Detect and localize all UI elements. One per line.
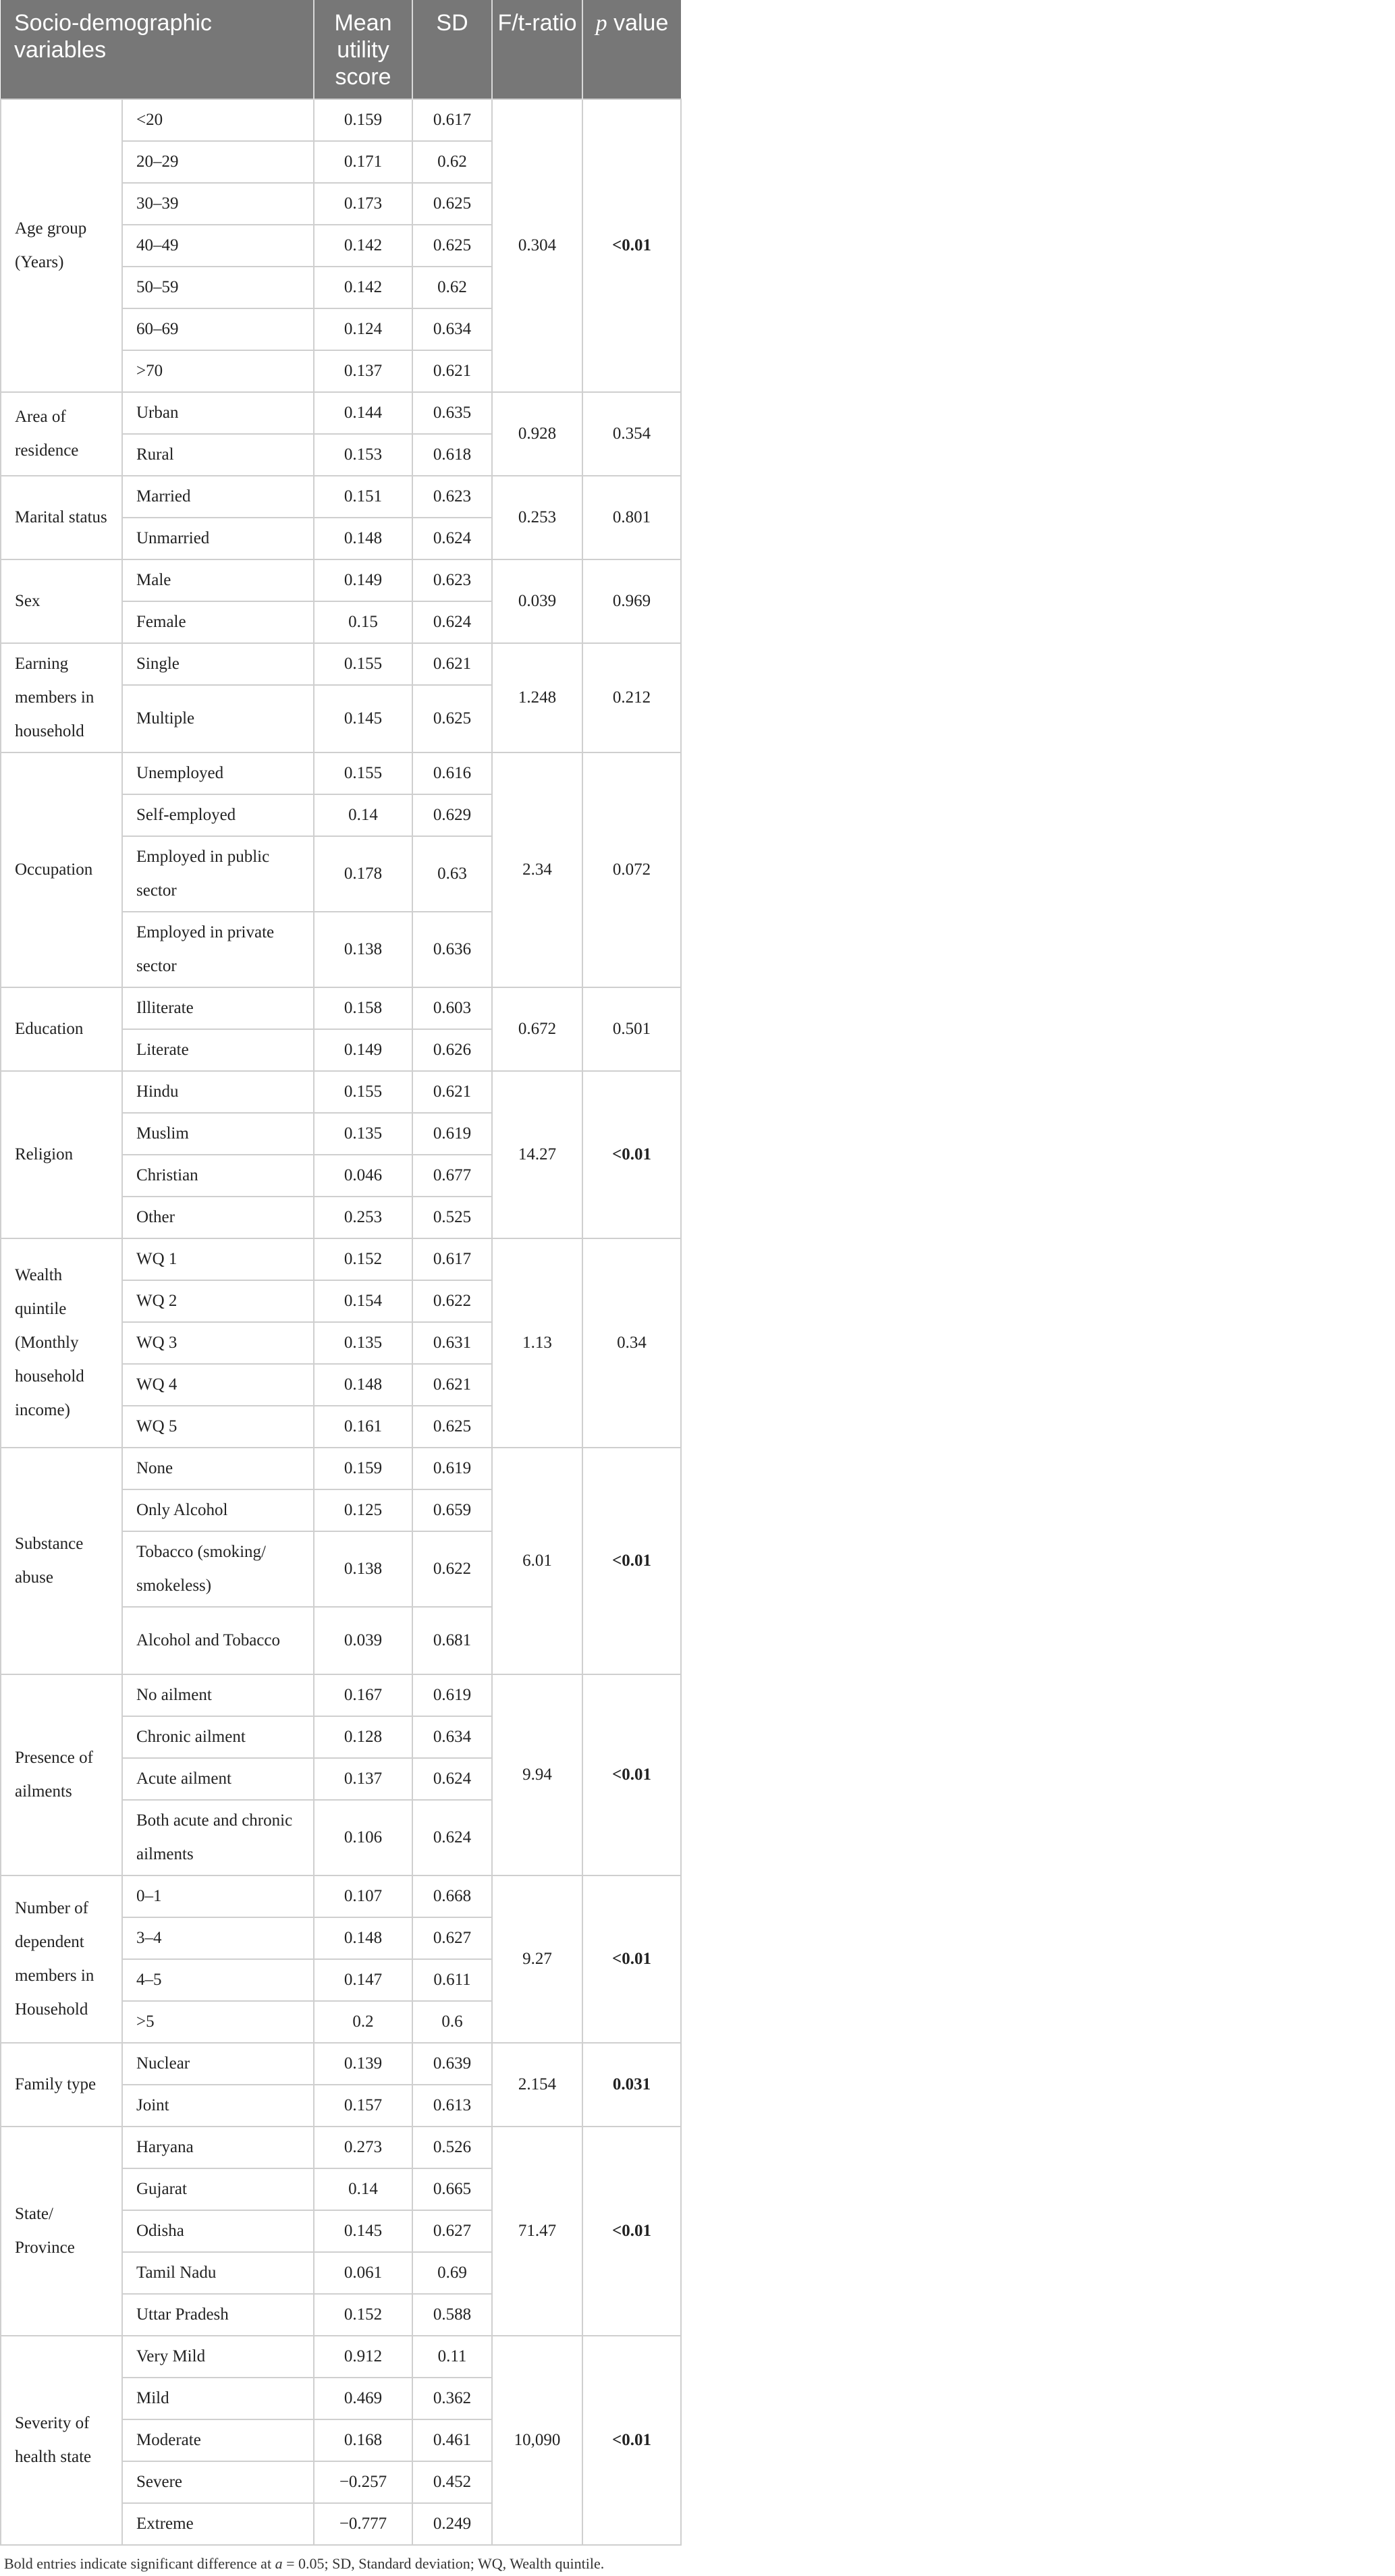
header-f-ratio: F/t-ratio — [492, 0, 582, 99]
category-cell: Illiterate — [122, 987, 314, 1029]
p-value-cell: <0.01 — [582, 2336, 681, 2545]
group-label: Occupation — [1, 752, 122, 987]
sd-cell: 0.634 — [412, 308, 492, 350]
category-cell: Tamil Nadu — [122, 2252, 314, 2294]
sd-cell: 0.362 — [412, 2378, 492, 2419]
mean-cell: 0.137 — [314, 350, 412, 392]
category-cell: Male — [122, 559, 314, 601]
sd-cell: 0.627 — [412, 2210, 492, 2252]
category-cell: Very Mild — [122, 2336, 314, 2378]
mean-cell: 0.912 — [314, 2336, 412, 2378]
sd-cell: 0.611 — [412, 1959, 492, 2001]
footnote-pre: Bold entries indicate significant difference at — [4, 2555, 275, 2573]
mean-cell: 0.145 — [314, 2210, 412, 2252]
header-p-value — [582, 0, 681, 99]
sd-cell: 0.677 — [412, 1155, 492, 1197]
sd-cell: 0.668 — [412, 1875, 492, 1917]
category-cell: Tobacco (smoking/ smokeless) — [122, 1531, 314, 1607]
mean-cell: 0.106 — [314, 1800, 412, 1875]
table-header — [1, 0, 681, 99]
group-label: Education — [1, 987, 122, 1071]
mean-cell: 0.158 — [314, 987, 412, 1029]
category-cell: Only Alcohol — [122, 1489, 314, 1531]
mean-cell: 0.167 — [314, 1674, 412, 1716]
f-ratio-cell: 0.672 — [492, 987, 582, 1071]
category-cell: Moderate — [122, 2419, 314, 2461]
category-cell: Rural — [122, 434, 314, 476]
category-cell: Nuclear — [122, 2043, 314, 2085]
mean-cell: 0.046 — [314, 1155, 412, 1197]
f-ratio-cell: 0.928 — [492, 392, 582, 476]
mean-cell: 0.153 — [314, 434, 412, 476]
mean-cell: 0.137 — [314, 1758, 412, 1800]
category-cell: WQ 3 — [122, 1322, 314, 1364]
mean-cell: 0.159 — [314, 99, 412, 141]
sd-cell: 0.665 — [412, 2168, 492, 2210]
mean-cell: 0.469 — [314, 2378, 412, 2419]
p-value-cell: <0.01 — [582, 2127, 681, 2336]
sd-cell: 0.249 — [412, 2503, 492, 2545]
utility-score-table — [0, 0, 682, 2546]
group-label: Age group (Years) — [1, 99, 122, 392]
sd-cell: 0.618 — [412, 434, 492, 476]
sd-cell: 0.626 — [412, 1029, 492, 1071]
sd-cell: 0.617 — [412, 1238, 492, 1280]
mean-cell: 0.144 — [314, 392, 412, 434]
sd-cell: 0.621 — [412, 1071, 492, 1113]
category-cell: Gujarat — [122, 2168, 314, 2210]
f-ratio-cell: 1.13 — [492, 1238, 582, 1448]
category-cell: Haryana — [122, 2127, 314, 2168]
mean-cell: 0.273 — [314, 2127, 412, 2168]
sd-cell: 0.659 — [412, 1489, 492, 1531]
sd-cell: 0.623 — [412, 559, 492, 601]
mean-cell: 0.159 — [314, 1448, 412, 1489]
category-cell: No ailment — [122, 1674, 314, 1716]
category-cell: 4–5 — [122, 1959, 314, 2001]
sd-cell: 0.622 — [412, 1531, 492, 1607]
category-cell: Unemployed — [122, 752, 314, 794]
group-label: Sex — [1, 559, 122, 643]
category-cell: Chronic ailment — [122, 1716, 314, 1758]
mean-cell: 0.148 — [314, 1917, 412, 1959]
f-ratio-cell: 1.248 — [492, 643, 582, 752]
mean-cell: 0.152 — [314, 2294, 412, 2336]
f-ratio-cell: 9.27 — [492, 1875, 582, 2043]
p-value-cell: 0.969 — [582, 559, 681, 643]
sd-cell: 0.624 — [412, 518, 492, 559]
mean-cell: 0.14 — [314, 794, 412, 836]
f-ratio-cell: 6.01 — [492, 1448, 582, 1674]
sd-cell: 0.622 — [412, 1280, 492, 1322]
group-label: Area of residence — [1, 392, 122, 476]
table-row — [1, 476, 681, 518]
category-cell: Married — [122, 476, 314, 518]
group-label: Wealth quintile (Monthly household income) — [1, 1238, 122, 1448]
category-cell: Uttar Pradesh — [122, 2294, 314, 2336]
category-cell: WQ 4 — [122, 1364, 314, 1406]
table-row — [1, 752, 681, 794]
group-label: Earning members in household — [1, 643, 122, 752]
table-row — [1, 1448, 681, 1489]
header-mean-utility: Mean utility score — [314, 0, 412, 99]
category-cell: 50–59 — [122, 267, 314, 308]
mean-cell: 0.253 — [314, 1197, 412, 1238]
mean-cell: 0.148 — [314, 1364, 412, 1406]
f-ratio-cell: 0.304 — [492, 99, 582, 392]
category-cell: Alcohol and Tobacco — [122, 1607, 314, 1674]
category-cell: Unmarried — [122, 518, 314, 559]
table-row — [1, 643, 681, 685]
category-cell: 3–4 — [122, 1917, 314, 1959]
sd-cell: 0.624 — [412, 601, 492, 643]
p-value-cell: <0.01 — [582, 1448, 681, 1674]
f-ratio-cell: 0.253 — [492, 476, 582, 559]
sd-cell: 0.625 — [412, 225, 492, 267]
sd-cell: 0.634 — [412, 1716, 492, 1758]
p-value-cell: <0.01 — [582, 1071, 681, 1238]
table-row — [1, 99, 681, 141]
mean-cell: 0.157 — [314, 2085, 412, 2127]
category-cell: Christian — [122, 1155, 314, 1197]
sd-cell: 0.461 — [412, 2419, 492, 2461]
header-row — [1, 0, 681, 99]
mean-cell: 0.148 — [314, 518, 412, 559]
sd-cell: 0.63 — [412, 836, 492, 912]
sd-cell: 0.619 — [412, 1674, 492, 1716]
category-cell: WQ 2 — [122, 1280, 314, 1322]
category-cell: Literate — [122, 1029, 314, 1071]
sd-cell: 0.616 — [412, 752, 492, 794]
category-cell: Mild — [122, 2378, 314, 2419]
group-label: Severity of health state — [1, 2336, 122, 2545]
footnote-alpha: a — [275, 2555, 283, 2573]
category-cell: <20 — [122, 99, 314, 141]
category-cell: Multiple — [122, 685, 314, 752]
p-value-cell: 0.354 — [582, 392, 681, 476]
sd-cell: 0.621 — [412, 350, 492, 392]
group-label: Presence of ailments — [1, 1674, 122, 1875]
table-row — [1, 2127, 681, 2168]
mean-cell: 0.155 — [314, 752, 412, 794]
sd-cell: 0.623 — [412, 476, 492, 518]
sd-cell: 0.625 — [412, 1406, 492, 1448]
category-cell: Both acute and chronic ailments — [122, 1800, 314, 1875]
p-value-cell: 0.031 — [582, 2043, 681, 2127]
group-label: Family type — [1, 2043, 122, 2127]
sd-cell: 0.11 — [412, 2336, 492, 2378]
table-row — [1, 559, 681, 601]
mean-cell: 0.142 — [314, 267, 412, 308]
mean-cell: 0.125 — [314, 1489, 412, 1531]
sd-cell: 0.639 — [412, 2043, 492, 2085]
sd-cell: 0.621 — [412, 643, 492, 685]
table-row — [1, 1071, 681, 1113]
p-value-cell: 0.501 — [582, 987, 681, 1071]
category-cell: Severe — [122, 2461, 314, 2503]
mean-cell: −0.777 — [314, 2503, 412, 2545]
f-ratio-cell: 9.94 — [492, 1674, 582, 1875]
mean-cell: 0.139 — [314, 2043, 412, 2085]
mean-cell: 0.107 — [314, 1875, 412, 1917]
category-cell: 40–49 — [122, 225, 314, 267]
sd-cell: 0.625 — [412, 685, 492, 752]
mean-cell: 0.138 — [314, 1531, 412, 1607]
category-cell: Acute ailment — [122, 1758, 314, 1800]
p-value-cell: 0.801 — [582, 476, 681, 559]
p-value-cell: 0.34 — [582, 1238, 681, 1448]
mean-cell: 0.178 — [314, 836, 412, 912]
category-cell: 30–39 — [122, 183, 314, 225]
sd-cell: 0.617 — [412, 99, 492, 141]
category-cell: Joint — [122, 2085, 314, 2127]
mean-cell: 0.138 — [314, 912, 412, 987]
mean-cell: 0.149 — [314, 1029, 412, 1071]
sd-cell: 0.627 — [412, 1917, 492, 1959]
category-cell: Odisha — [122, 2210, 314, 2252]
f-ratio-cell: 0.039 — [492, 559, 582, 643]
mean-cell: 0.124 — [314, 308, 412, 350]
mean-cell: 0.15 — [314, 601, 412, 643]
sd-cell: 0.624 — [412, 1800, 492, 1875]
table-row — [1, 987, 681, 1029]
f-ratio-cell: 2.154 — [492, 2043, 582, 2127]
mean-cell: 0.142 — [314, 225, 412, 267]
table-row — [1, 2043, 681, 2085]
table-row — [1, 1674, 681, 1716]
sd-cell: 0.62 — [412, 141, 492, 183]
group-label: State/ Province — [1, 2127, 122, 2336]
mean-cell: 0.149 — [314, 559, 412, 601]
group-label: Substance abuse — [1, 1448, 122, 1674]
sd-cell: 0.62 — [412, 267, 492, 308]
sd-cell: 0.69 — [412, 2252, 492, 2294]
sd-cell: 0.631 — [412, 1322, 492, 1364]
mean-cell: −0.257 — [314, 2461, 412, 2503]
category-cell: >70 — [122, 350, 314, 392]
table-row — [1, 2336, 681, 2378]
mean-cell: 0.155 — [314, 1071, 412, 1113]
mean-cell: 0.039 — [314, 1607, 412, 1674]
mean-cell: 0.152 — [314, 1238, 412, 1280]
sd-cell: 0.452 — [412, 2461, 492, 2503]
footnote-post: = 0.05; SD, Standard deviation; WQ, Wealth quintile. — [282, 2555, 605, 2573]
mean-cell: 0.155 — [314, 643, 412, 685]
p-value-cell: 0.212 — [582, 643, 681, 752]
category-cell: None — [122, 1448, 314, 1489]
category-cell: Hindu — [122, 1071, 314, 1113]
mean-cell: 0.061 — [314, 2252, 412, 2294]
category-cell: 20–29 — [122, 141, 314, 183]
category-cell: Extreme — [122, 2503, 314, 2545]
category-cell: >5 — [122, 2001, 314, 2043]
sd-cell: 0.625 — [412, 183, 492, 225]
mean-cell: 0.135 — [314, 1113, 412, 1155]
category-cell: Self-employed — [122, 794, 314, 836]
table-container — [0, 0, 680, 2573]
sd-cell: 0.613 — [412, 2085, 492, 2127]
mean-cell: 0.147 — [314, 1959, 412, 2001]
category-cell: 0–1 — [122, 1875, 314, 1917]
sd-cell: 0.621 — [412, 1364, 492, 1406]
sd-cell: 0.681 — [412, 1607, 492, 1674]
header-sd: SD — [412, 0, 492, 99]
category-cell: 60–69 — [122, 308, 314, 350]
category-cell: Employed in private sector — [122, 912, 314, 987]
mean-cell: 0.145 — [314, 685, 412, 752]
mean-cell: 0.151 — [314, 476, 412, 518]
mean-cell: 0.171 — [314, 141, 412, 183]
sd-cell: 0.619 — [412, 1113, 492, 1155]
sd-cell: 0.603 — [412, 987, 492, 1029]
header-variables: Socio-demographic variables — [1, 0, 314, 99]
category-cell: WQ 5 — [122, 1406, 314, 1448]
mean-cell: 0.2 — [314, 2001, 412, 2043]
table-body — [1, 99, 681, 2545]
group-label: Marital status — [1, 476, 122, 559]
sd-cell: 0.6 — [412, 2001, 492, 2043]
mean-cell: 0.168 — [314, 2419, 412, 2461]
category-cell: Urban — [122, 392, 314, 434]
mean-cell: 0.128 — [314, 1716, 412, 1758]
table-row — [1, 1875, 681, 1917]
p-value-cell: <0.01 — [582, 99, 681, 392]
sd-cell: 0.629 — [412, 794, 492, 836]
sd-cell: 0.526 — [412, 2127, 492, 2168]
category-cell: Employed in public sector — [122, 836, 314, 912]
mean-cell: 0.135 — [314, 1322, 412, 1364]
table-row — [1, 1238, 681, 1280]
group-label: Religion — [1, 1071, 122, 1238]
table-row — [1, 392, 681, 434]
category-cell: WQ 1 — [122, 1238, 314, 1280]
f-ratio-cell: 14.27 — [492, 1071, 582, 1238]
f-ratio-cell: 71.47 — [492, 2127, 582, 2336]
category-cell: Single — [122, 643, 314, 685]
p-value-cell: <0.01 — [582, 1875, 681, 2043]
sd-cell: 0.619 — [412, 1448, 492, 1489]
sd-cell: 0.525 — [412, 1197, 492, 1238]
mean-cell: 0.173 — [314, 183, 412, 225]
p-value-cell: <0.01 — [582, 1674, 681, 1875]
sd-cell: 0.624 — [412, 1758, 492, 1800]
group-label: Number of dependent members in Household — [1, 1875, 122, 2043]
sd-cell: 0.636 — [412, 912, 492, 987]
sd-cell: 0.588 — [412, 2294, 492, 2336]
mean-cell: 0.161 — [314, 1406, 412, 1448]
mean-cell: 0.154 — [314, 1280, 412, 1322]
p-value-cell: 0.072 — [582, 752, 681, 987]
header-p-rest: value — [607, 10, 669, 36]
f-ratio-cell: 10,090 — [492, 2336, 582, 2545]
table-footnote — [0, 2546, 680, 2573]
sd-cell: 0.635 — [412, 392, 492, 434]
f-ratio-cell: 2.34 — [492, 752, 582, 987]
category-cell: Muslim — [122, 1113, 314, 1155]
category-cell: Other — [122, 1197, 314, 1238]
category-cell: Female — [122, 601, 314, 643]
header-p-italic: p — [595, 11, 607, 36]
mean-cell: 0.14 — [314, 2168, 412, 2210]
